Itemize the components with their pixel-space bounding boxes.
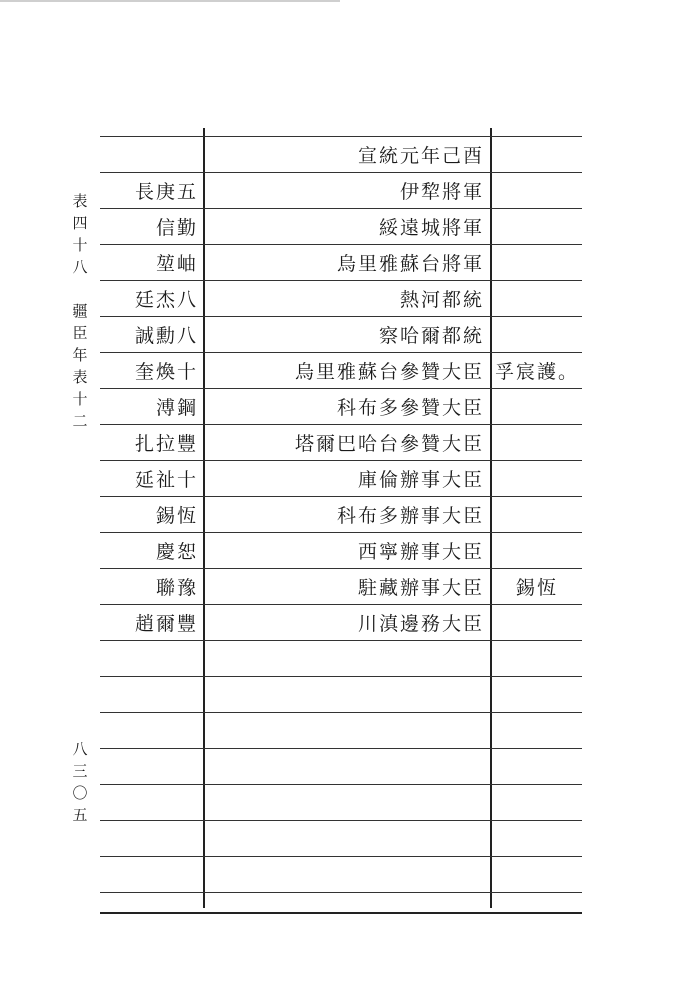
office-title: 科布多辦事大臣 [336, 504, 484, 527]
table-row [100, 316, 582, 352]
official-name: 信勤 [155, 216, 198, 239]
note-name [492, 280, 582, 316]
side-title-sub: 疆臣年表十二 [72, 302, 88, 430]
office-title: 察哈爾都統 [378, 324, 484, 347]
table-row [100, 460, 582, 496]
official-name: 慶恕 [155, 540, 198, 563]
table-row [100, 424, 582, 460]
table-row [100, 568, 582, 604]
official-name: 長庚五 [134, 180, 198, 203]
official-name: 奎煥十 [134, 360, 198, 383]
table-row [100, 136, 582, 172]
official-name: 延祉十 [134, 468, 198, 491]
side-title [70, 190, 90, 432]
note-name [492, 316, 582, 352]
office-title: 烏里雅蘇台參贊大臣 [294, 360, 484, 383]
office-title: 科布多參贊大臣 [336, 396, 484, 419]
table-row [100, 352, 582, 388]
year-heading: 宣統元年己酉 [357, 144, 484, 167]
office-title: 川滇邊務大臣 [357, 612, 484, 635]
note-name [492, 172, 582, 208]
row-divider [100, 676, 582, 677]
note-name [492, 208, 582, 244]
side-title-main: 表四十八 [72, 192, 88, 276]
official-name [104, 136, 206, 172]
note-name [492, 532, 582, 568]
note-name [492, 604, 582, 640]
note-name [492, 496, 582, 532]
official-name: 廷杰八 [134, 288, 198, 311]
table-row [100, 496, 582, 532]
note-name [492, 136, 582, 172]
table-row [100, 208, 582, 244]
row-divider [100, 784, 582, 785]
table-row [100, 172, 582, 208]
official-name: 堃岫 [155, 252, 198, 275]
note-name: 錫恆 [515, 576, 558, 599]
office-title: 庫倫辦事大臣 [357, 468, 484, 491]
note-name [492, 388, 582, 424]
row-divider [100, 640, 582, 641]
row-divider [100, 820, 582, 821]
official-name: 誠勳八 [134, 324, 198, 347]
note-name [492, 424, 582, 460]
office-title: 熱河都統 [399, 288, 484, 311]
row-divider [100, 748, 582, 749]
row-divider [100, 856, 582, 857]
scan-edge [0, 0, 340, 2]
official-name: 聯豫 [155, 576, 198, 599]
page-number: 八三〇五 [72, 740, 88, 824]
note-name: 孚宸護。 [494, 360, 579, 383]
official-name: 趙爾豐 [134, 612, 198, 635]
note-name [492, 244, 582, 280]
office-title: 綏遠城將軍 [378, 216, 484, 239]
table-bottom-rule [100, 912, 582, 914]
table-row [100, 388, 582, 424]
row-divider [100, 712, 582, 713]
office-title: 烏里雅蘇台將軍 [336, 252, 484, 275]
office-title: 伊犂將軍 [399, 180, 484, 203]
office-title: 塔爾巴哈台參贊大臣 [294, 432, 484, 455]
table-row [100, 532, 582, 568]
office-title: 駐藏辦事大臣 [357, 576, 484, 599]
table-row [100, 604, 582, 640]
official-name: 溥鋼 [155, 396, 198, 419]
table-row [100, 280, 582, 316]
office-title: 西寧辦事大臣 [357, 540, 484, 563]
note-name [492, 460, 582, 496]
table-row [100, 244, 582, 280]
official-name: 扎拉豐 [134, 432, 198, 455]
official-name: 錫恆 [155, 504, 198, 527]
row-divider [100, 892, 582, 893]
